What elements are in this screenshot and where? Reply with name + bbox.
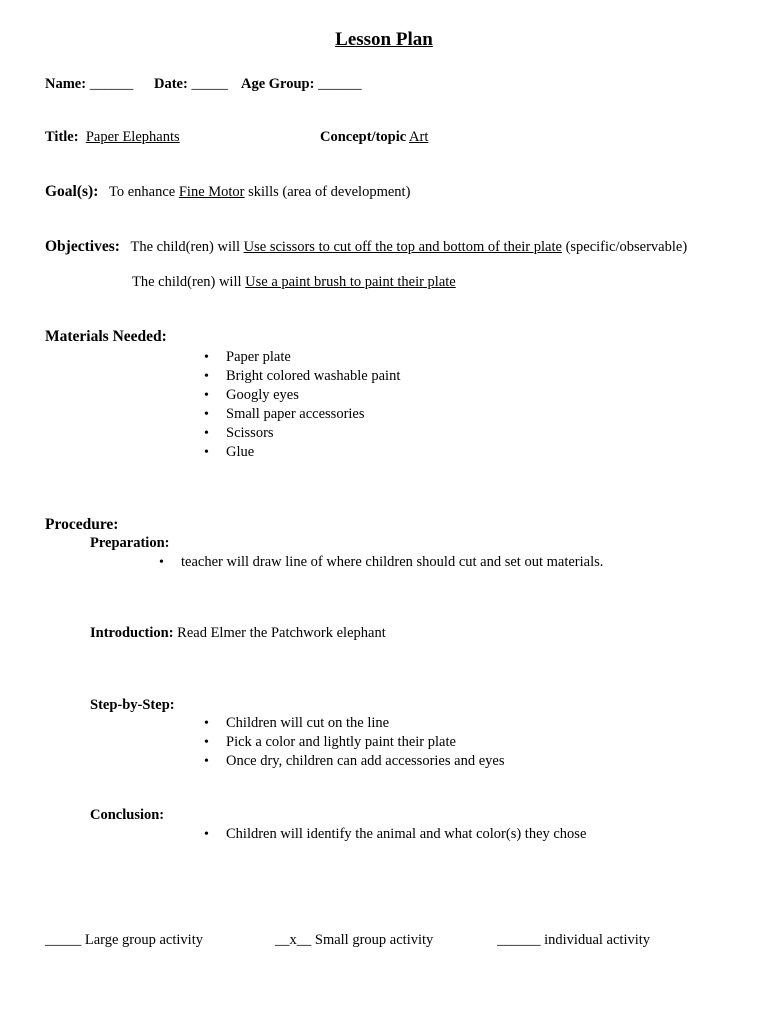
introduction-text: Read Elmer the Patchwork elephant — [177, 625, 386, 641]
concept-value: Art — [409, 129, 429, 145]
header-row — [45, 76, 133, 93]
small-group-option — [275, 932, 433, 949]
steps-list — [204, 714, 504, 771]
procedure-label: Procedure: — [45, 516, 119, 533]
large-group-option — [45, 932, 203, 949]
concept-field — [320, 129, 428, 146]
step-by-step-label: Step-by-Step: — [90, 697, 175, 713]
individual-label: individual activity — [544, 932, 651, 948]
large-group-blank: _____ — [45, 932, 82, 948]
materials-label: Materials Needed: — [45, 328, 167, 345]
large-group-label: Large group activity — [84, 932, 203, 948]
date-label: Date: — [154, 76, 188, 92]
list-item: • Pick a color and lightly paint their plate — [204, 733, 504, 752]
introduction-label: Introduction: — [90, 625, 174, 641]
goal-post: skills (area of development) — [248, 184, 411, 200]
page-title: Lesson Plan — [335, 29, 433, 50]
list-item: • teacher will draw line of where children should cut and set out materials. — [159, 553, 603, 572]
objective-pre: The child(ren) will — [132, 274, 242, 290]
concept-label: Concept/topic — [320, 129, 407, 145]
list-item: • Children will identify the animal and what color(s) they chose — [204, 825, 586, 844]
conclusion-label: Conclusion: — [90, 807, 165, 823]
individual-blank: ______ — [497, 932, 541, 948]
small-group-blank: __x__ — [275, 932, 312, 948]
age-group-field — [241, 76, 362, 93]
list-item: • Googly eyes — [204, 386, 400, 405]
date-field — [154, 76, 228, 93]
objective-post: (specific/observable) — [565, 239, 688, 255]
conclusion-list — [204, 825, 586, 844]
goal-label: Goal(s): — [45, 183, 99, 200]
list-item: • Paper plate — [204, 348, 400, 367]
preparation-label: Preparation: — [90, 535, 170, 551]
objective-pre: The child(ren) will — [130, 239, 241, 255]
objective-row-1 — [45, 238, 687, 256]
goal-area: Fine Motor — [178, 184, 245, 200]
name-label: Name: — [45, 76, 87, 92]
list-item: • Once dry, children can add accessories and eyes — [204, 752, 504, 771]
objectives-label: Objectives: — [45, 238, 120, 255]
list-item: • Children will cut on the line — [204, 714, 504, 733]
age-group-label: Age Group: — [241, 76, 315, 92]
lesson-title-label: Title: — [45, 129, 79, 145]
name-blank: ______ — [89, 76, 134, 92]
list-item: • Small paper accessories — [204, 405, 400, 424]
age-group-blank: ______ — [318, 76, 362, 92]
list-item: • Bright colored washable paint — [204, 367, 400, 386]
list-item: • Scissors — [204, 424, 400, 443]
objective-text: Use scissors to cut off the top and bottom of their plate — [243, 239, 562, 255]
goal-pre: To enhance — [109, 184, 176, 200]
lesson-title-field — [45, 129, 180, 146]
individual-option — [497, 932, 650, 949]
preparation-list — [159, 553, 603, 572]
small-group-label: Small group activity — [314, 932, 434, 948]
date-blank: _____ — [191, 76, 228, 92]
lesson-title-value: Paper Elephants — [85, 129, 180, 145]
goal-row — [45, 183, 410, 201]
list-item: • Glue — [204, 443, 400, 462]
objective-row-2 — [132, 274, 456, 291]
materials-list — [204, 348, 400, 462]
introduction-row — [90, 625, 386, 642]
objective-text: Use a paint brush to paint their plate — [245, 274, 456, 290]
